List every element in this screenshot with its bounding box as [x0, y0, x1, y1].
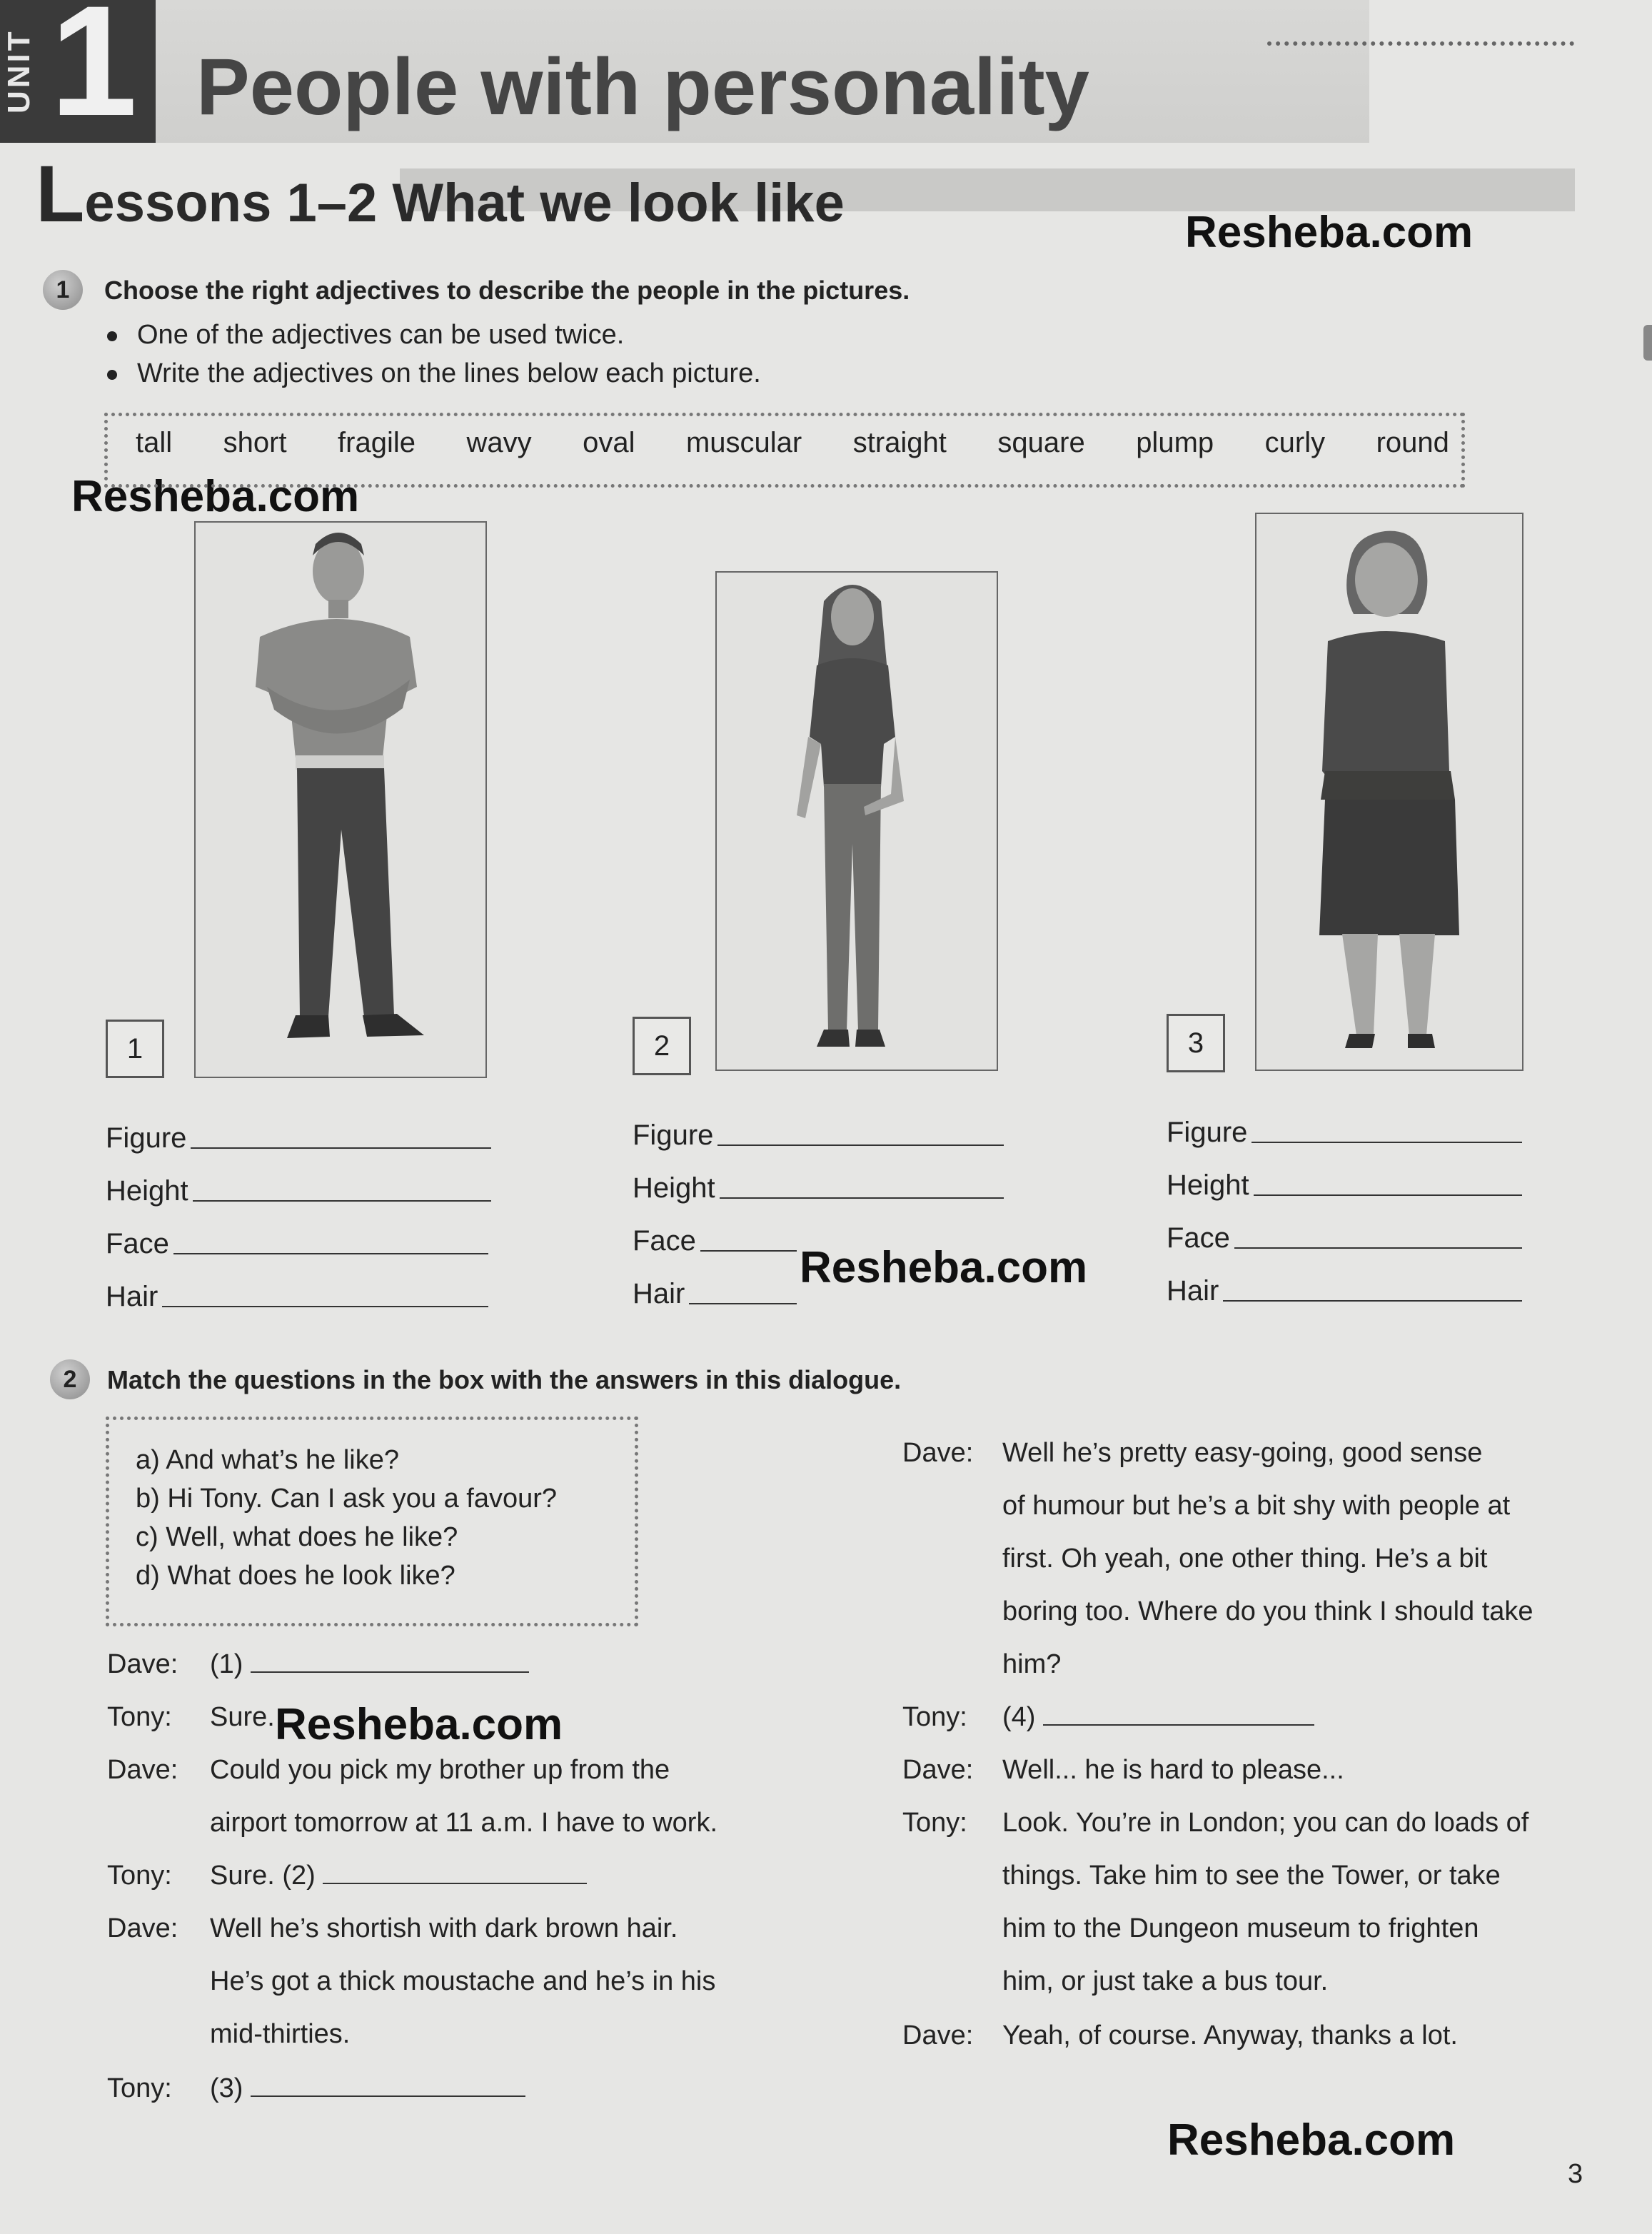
bullet-icon	[107, 370, 117, 380]
adjective-word: curly	[1264, 427, 1326, 458]
answer-field-height[interactable]: Height	[1167, 1169, 1522, 1202]
lesson-title	[36, 149, 845, 239]
lesson-title-text: essons 1–2 What we look like	[84, 173, 845, 233]
answer-line[interactable]	[162, 1305, 488, 1307]
answer-field-figure[interactable]: Figure	[1167, 1117, 1522, 1149]
adjective-word: round	[1376, 427, 1449, 458]
adjective-list	[136, 427, 1449, 459]
picture-number-1: 1	[106, 1020, 164, 1078]
answer-field-hair[interactable]: Hair	[106, 1281, 488, 1313]
dialogue-line: Could you pick my brother up from the	[210, 1755, 670, 1785]
dialogue-line: He’s got a thick moustache and he’s in his	[210, 1966, 716, 1996]
answer-line[interactable]	[191, 1147, 491, 1149]
page-number: 3	[1568, 2159, 1583, 2189]
speaker-label: Tony:	[107, 1702, 172, 1732]
adjective-word: muscular	[685, 427, 802, 458]
picture-number-3: 3	[1167, 1014, 1225, 1072]
question-item: c) Well, what does he like?	[136, 1522, 458, 1552]
answer-line[interactable]	[1251, 1141, 1522, 1143]
dialogue-line: airport tomorrow at 11 a.m. I have to work.	[210, 1808, 718, 1838]
watermark: Resheba.com	[800, 1243, 1088, 1292]
speaker-label: Dave:	[107, 1913, 178, 1943]
bullet-icon	[107, 331, 117, 341]
question-item: a) And what’s he like?	[136, 1445, 399, 1475]
speaker-label: Tony:	[902, 1808, 967, 1838]
answer-field-face[interactable]: Face	[633, 1225, 797, 1257]
dialogue-line: Well... he is hard to please...	[1002, 1755, 1344, 1785]
page-edge-tab	[1643, 325, 1652, 361]
adjective-word: square	[997, 427, 1085, 458]
man-illustration	[196, 523, 485, 1077]
answer-blank[interactable]	[323, 1882, 587, 1884]
answer-line[interactable]	[720, 1197, 1004, 1199]
answer-field-hair[interactable]: Hair	[633, 1278, 797, 1310]
answer-line[interactable]	[1223, 1299, 1522, 1302]
answer-field-figure[interactable]: Figure	[106, 1122, 491, 1154]
answer-blank[interactable]	[1043, 1724, 1314, 1726]
dialogue-line: (4)	[1002, 1702, 1314, 1733]
dialogue-line: Well he’s pretty easy-going, good sense	[1002, 1438, 1483, 1468]
dialogue-line: Sure. (2)	[210, 1861, 587, 1891]
watermark: Resheba.com	[275, 1700, 563, 1749]
answer-line[interactable]	[717, 1144, 1004, 1146]
dialogue-line: Yeah, of course. Anyway, thanks a lot.	[1002, 2021, 1458, 2051]
exercise-number: 1	[43, 270, 83, 310]
dialogue-line: Sure.	[210, 1702, 275, 1732]
answer-line[interactable]	[193, 1199, 491, 1202]
answer-blank[interactable]	[251, 2095, 525, 2097]
answer-blank[interactable]	[251, 1671, 529, 1673]
speaker-label: Dave:	[107, 1755, 178, 1785]
adjective-word: wavy	[466, 427, 532, 458]
title-dotted-rule	[1267, 41, 1574, 46]
speaker-label: Tony:	[107, 2073, 172, 2103]
instruction-bullet: Write the adjectives on the lines below each picture.	[107, 358, 761, 389]
dialogue-line: Well he’s shortish with dark brown hair.	[210, 1913, 678, 1943]
picture-frame-3	[1255, 513, 1523, 1071]
answer-field-figure[interactable]: Figure	[633, 1119, 1004, 1152]
exercise-instruction: Match the questions in the box with the answers in this dialogue.	[107, 1365, 902, 1394]
adjective-word: fragile	[338, 427, 415, 458]
answer-line[interactable]	[1254, 1194, 1522, 1196]
answer-field-face[interactable]: Face	[1167, 1222, 1522, 1254]
answer-field-height[interactable]: Height	[633, 1172, 1004, 1204]
unit-label: UNIT	[1, 29, 36, 114]
dialogue-line: (3)	[210, 2073, 525, 2104]
dialogue-line: mid-thirties.	[210, 2019, 351, 2049]
speaker-label: Dave:	[902, 1438, 974, 1468]
answer-line[interactable]	[689, 1302, 797, 1304]
unit-number: 1	[50, 0, 138, 149]
answer-line[interactable]	[700, 1249, 797, 1252]
adjective-word: short	[223, 427, 287, 458]
speaker-label: Dave:	[902, 1755, 974, 1785]
answer-field-hair[interactable]: Hair	[1167, 1275, 1522, 1307]
answer-line[interactable]	[173, 1252, 488, 1254]
watermark: Resheba.com	[1167, 2115, 1456, 2165]
picture-frame-1	[194, 521, 487, 1078]
answer-field-face[interactable]: Face	[106, 1228, 488, 1260]
question-item: b) Hi Tony. Can I ask you a favour?	[136, 1484, 558, 1514]
woman-illustration	[1256, 514, 1522, 1070]
dialogue-line: him, or just take a bus tour.	[1002, 1966, 1329, 1996]
unit-title: People with personality	[196, 42, 1089, 131]
dialogue-line: (1)	[210, 1649, 529, 1680]
question-item: d) What does he look like?	[136, 1561, 455, 1591]
speaker-label: Dave:	[902, 2021, 974, 2051]
lesson-title-initial: L	[36, 149, 85, 238]
adjective-word: straight	[852, 427, 947, 458]
dialogue-line: first. Oh yeah, one other thing. He’s a bit	[1002, 1544, 1488, 1574]
adjective-word: tall	[136, 427, 173, 458]
instruction-bullet: One of the adjectives can be used twice.	[107, 320, 624, 351]
watermark: Resheba.com	[71, 472, 360, 521]
watermark: Resheba.com	[1185, 208, 1474, 257]
picture-frame-2	[715, 571, 998, 1071]
dialogue-line: him to the Dungeon museum to frighten	[1002, 1913, 1479, 1943]
answer-line[interactable]	[1234, 1247, 1522, 1249]
dialogue-line: boring too. Where do you think I should take	[1002, 1596, 1533, 1626]
speaker-label: Tony:	[902, 1702, 967, 1732]
answer-field-height[interactable]: Height	[106, 1175, 491, 1207]
dialogue-line: things. Take him to see the Tower, or take	[1002, 1861, 1501, 1891]
adjective-word: plump	[1136, 427, 1214, 458]
dialogue-line: him?	[1002, 1649, 1062, 1679]
dialogue-line: Look. You’re in London; you can do loads of	[1002, 1808, 1529, 1838]
adjective-word: oval	[583, 427, 635, 458]
speaker-label: Dave:	[107, 1649, 178, 1679]
woman-illustration	[717, 573, 997, 1070]
speaker-label: Tony:	[107, 1861, 172, 1891]
exercise-number: 2	[50, 1359, 90, 1399]
dialogue-line: of humour but he’s a bit shy with people at	[1002, 1491, 1511, 1521]
picture-number-2: 2	[633, 1017, 691, 1075]
exercise-instruction: Choose the right adjectives to describe the people in the pictures.	[104, 276, 910, 305]
